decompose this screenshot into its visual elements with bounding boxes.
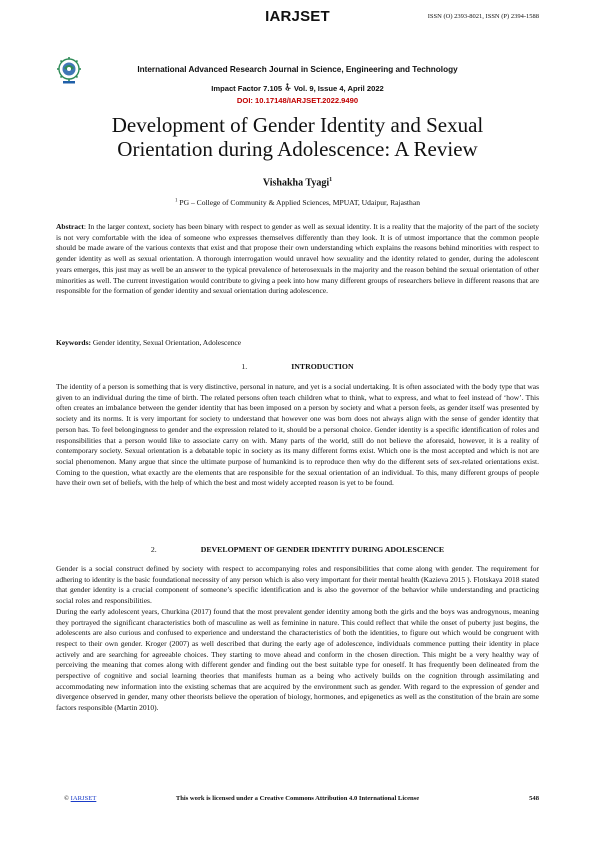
affiliation-sup: 1 (174, 198, 178, 204)
impact-factor: Impact Factor 7.105 (211, 84, 283, 93)
affiliation (0, 198, 595, 207)
impact-volume-line (0, 81, 595, 94)
section-1-title: INTRODUCTION (291, 362, 354, 371)
title-line-2: Orientation during Adolescence: A Review (117, 137, 478, 161)
keywords (56, 338, 539, 349)
keywords-label: Keywords: (56, 338, 91, 347)
author-sup: 1 (329, 177, 333, 183)
license-text: This work is licensed under a Creative Commons Attribution 4.0 International License (175, 795, 420, 802)
volume-issue: Vol. 9, Issue 4, April 2022 (293, 84, 384, 93)
section-2-heading (0, 545, 595, 554)
copyright-symbol: © (64, 795, 70, 802)
page-number: 548 (529, 795, 539, 802)
keywords-text: Gender identity, Sexual Orientation, Adolescence (91, 338, 242, 347)
section-2-paragraph-1: Gender is a social construct defined by society with respect to accompanying roles and responsibilities that come along with gender. The requirement for adhering to identity is the basic foundational necessity of any person which is also very important for their mental health (Kazieva 2015 ). Flotskaya 2018 stated that gender identity is a crucial component of someone’s specific identification and is also the governor of the behavior while understanding and practicing social roles and responsibilities. (56, 564, 539, 606)
copyright-link[interactable]: IARJSET (70, 795, 97, 802)
journal-full-name: International Advanced Research Journal in Science, Engineering and Technology (137, 65, 458, 74)
section-1-number: 1. (241, 362, 248, 371)
section-1-heading (0, 362, 595, 371)
abstract (56, 222, 539, 297)
separator-glyph: ᢤ (285, 84, 291, 93)
issn: ISSN (O) 2393-8021, ISSN (P) 2394-1588 (427, 13, 539, 20)
section-2-body (56, 564, 539, 714)
journal-short-name: IARJSET (265, 8, 330, 25)
title-line-1: Development of Gender Identity and Sexual (111, 113, 484, 137)
abstract-label: Abstract (56, 222, 84, 231)
paper-title (40, 113, 555, 161)
doi[interactable]: DOI: 10.17148/IARJSET.2022.9490 (236, 96, 359, 105)
section-2-number: 2. (150, 545, 157, 554)
affiliation-text: PG – College of Community & Applied Sciences, MPUAT, Udaipur, Rajasthan (179, 198, 421, 207)
author (0, 177, 595, 188)
abstract-text: : In the larger context, society has been binary with respect to gender as well as sexual identity. It is a reality that the majority of the part of the society is not very comfortable with the idea of someone who expresses themselves differently than they look. It is of utmost importance that the common people should be made aware of the various contexts that exist and that propose their own understanding which explains the reasons behind minorities with respect to gender identity as well as sexual orientation. A thorough interrogation would unravel how sexuality and the identity related to gender, during the adolescent years emerges, this just may as well be an answer to the typical prevalence of heterosexuals in the majority and the reason behind the sexual orientation of other minorities as well. The current investigation would contribute to giving a peek into how many different groups of researchers believe in different reasons that are responsible for the formation of gender identity and sexual orientation during adolescence. (56, 222, 539, 296)
section-1-paragraph: The identity of a person is something that is very distinctive, personal in nature, and yet is a social undertaking. It is often associated with the body type that was given to an individual during the time of birth. The related persons often teach children what to think, what to express, and what to feel instead of ‘how’. This often creates an imbalance between the gender identity that has been imposed on a person by society and what a person feels, as gender itself was presented by society and its norms. It is very important for society to understand that however one was born does not always align with the sense of gender identity that person has. To feel belongingness to gender and the expression related to it, should be a personal choice. Gender identity is a specific identification of roles and responsibilities that a person would like to associate carry on with. Many parts of the world, still do not believe the aforesaid, however, it is a reality of contemporary society. Sexual orientation is a debatable topic in society as its many different forms exist. Which one is the most accepted and which is not are social phenomenon. Many argue that since the ultimate purpose of humankind is to reproduce then why do the different sets of sex-related orientations exist. Coming to the question, what exactly are the elements that are responsible for the sexual orientation of an individual. To this, many different groups of people have their own set of beliefs, with the help of which the best and most widely accepted reason is yet to be found. (56, 382, 539, 488)
author-name: Vishakha Tyagi (262, 177, 330, 189)
section-2-title: DEVELOPMENT OF GENDER IDENTITY DURING ADOLESCENCE (200, 545, 445, 554)
section-1-body (56, 382, 539, 489)
section-2-paragraph-2: During the early adolescent years, Churkina (2017) found that the most prevalent gender identity among both the girls and the boys was androgynous, meaning they portrayed the significant characteristics both of masculine as well as feminine in nature. This could reflect that while the onset of puberty just begins, the adolescents are also curious and confused to experience and understand the characteristics of both the identities, to figure out which would be congruent with respect to their own gender. Kroger (2007) as well described that during the early age of adolescence, individuals commence putting their identity in place actively and are searching for agreeable choices. They starting to move ahead and conform in the chosen direction. This might be a very healthy way of perceiving the meaning that comes along with different gender and finding out the best suitable type for oneself. It has frequently been delineated from the perspective of cognitive and social learning theories that manifests human as a being who actively builds on the cognition through assimilating and accommodating new information into the existing schemas that are acquired by the environment such as gender. With regard to the expression of gender and divergence observed in gender, many other theorists believe the operation of biology, hormones, and epigenetics as well as the constitution of the brain are some factors responsible (Martin 2010). (56, 606, 539, 713)
